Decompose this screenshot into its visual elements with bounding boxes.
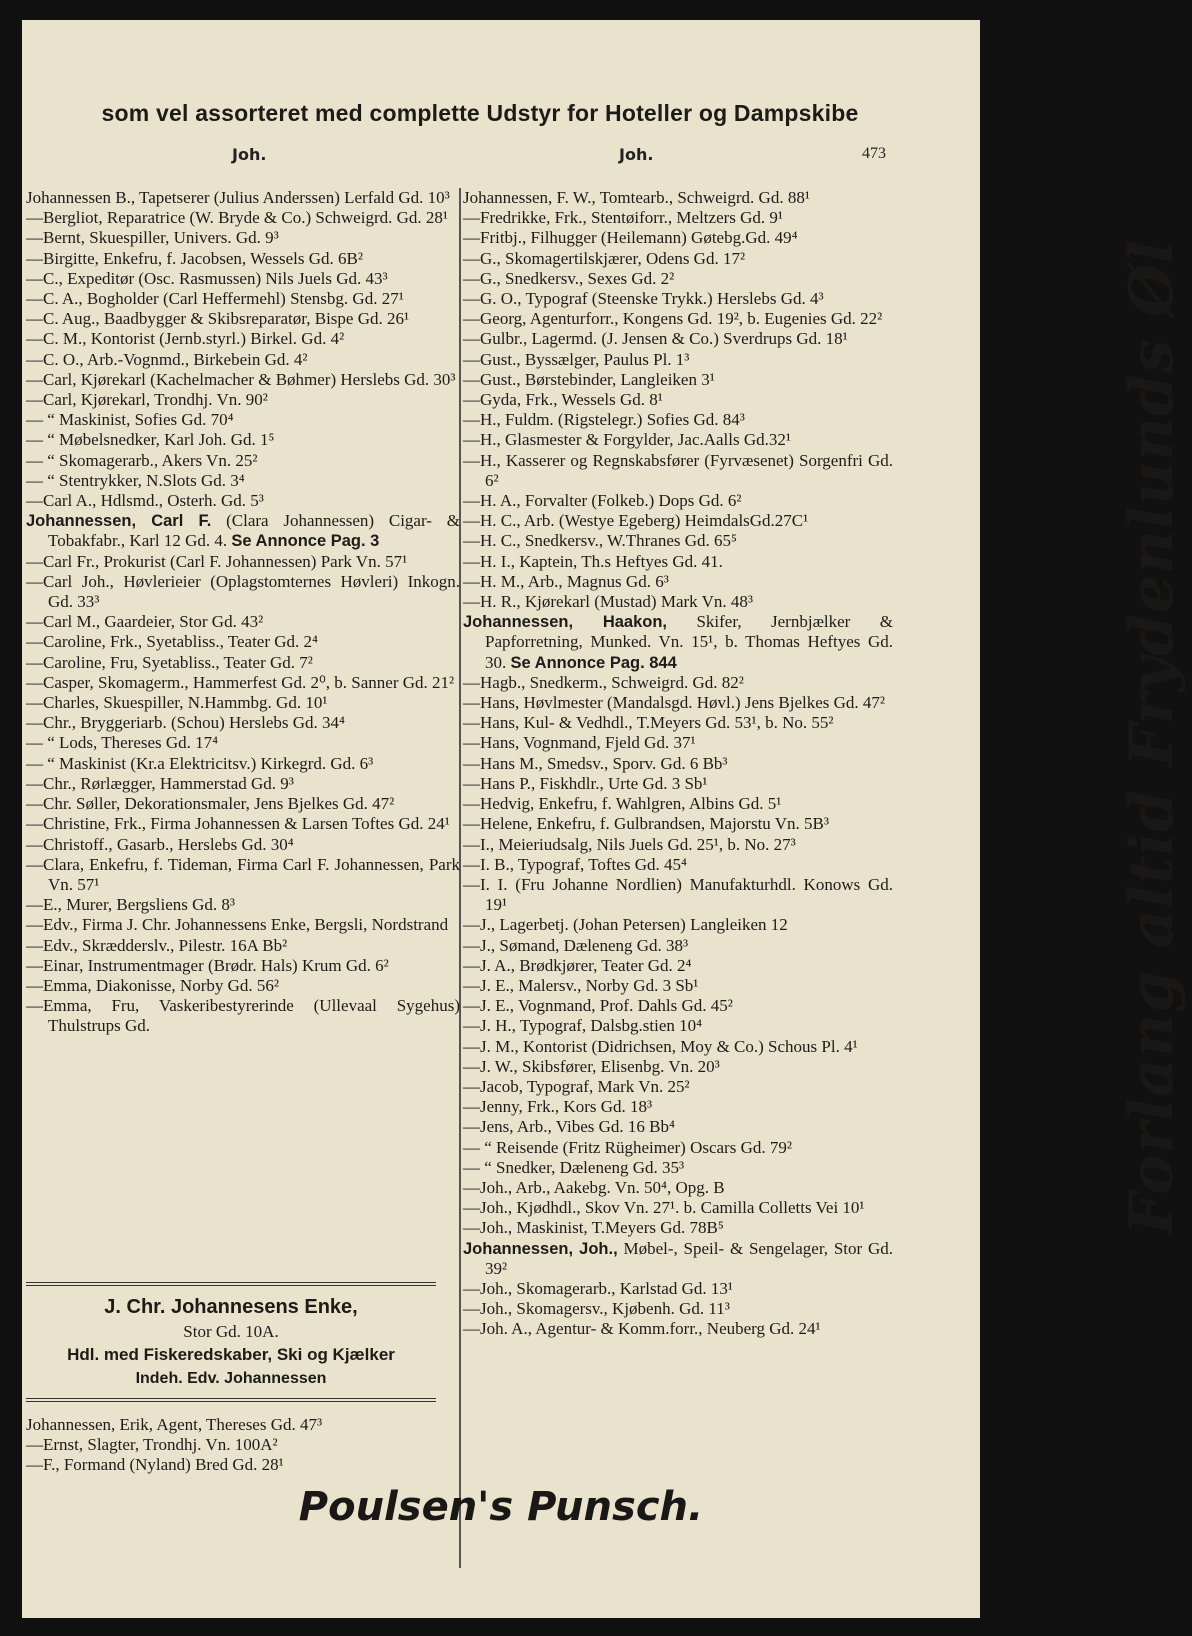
advertisement-box — [26, 1282, 436, 1402]
entry-text: —Charles, Skuespiller, N.Hammbg. Gd. 10¹ — [26, 693, 328, 713]
page-number: 473 — [862, 145, 886, 162]
entry-text: —Joh., Arb., Aakebg. Vn. 50⁴, Opg. B — [463, 1177, 725, 1197]
directory-entry — [26, 1415, 460, 1435]
directory-entry — [463, 1198, 893, 1218]
directory-page — [22, 20, 1187, 1618]
directory-entry — [26, 430, 460, 450]
directory-entry — [463, 774, 893, 794]
entry-text: —Hans, Vognmand, Fjeld Gd. 37¹ — [463, 733, 696, 753]
directory-entry — [463, 814, 893, 834]
directory-entry — [463, 451, 893, 491]
directory-entry — [463, 430, 893, 450]
entry-text: —I. I. (Fru Johanne Nordlien) Manufakturhdl. Konows Gd. 19¹ — [463, 874, 893, 915]
directory-entry — [463, 956, 893, 976]
directory-entry — [463, 249, 893, 269]
directory-entry — [463, 1117, 893, 1137]
directory-entry — [463, 1097, 893, 1117]
directory-entry — [463, 370, 893, 390]
entry-text: —Hans, Høvlmester (Mandalsgd. Høvl.) Jens Bjelkes Gd. 47² — [463, 693, 886, 713]
directory-entry — [26, 653, 460, 673]
entry-text: —Hans, Kul- & Vedhdl., T.Meyers Gd. 53¹, b. No. 55² — [463, 713, 834, 733]
advertisement-owner: Indeh. Edv. Johannessen — [135, 1370, 327, 1387]
directory-entry — [463, 572, 893, 592]
entry-text: —C. M., Kontorist (Jernb.styrl.) Birkel. Gd. 4² — [26, 329, 345, 349]
entry-text: —Joh., Maskinist, T.Meyers Gd. 78B⁵ — [463, 1218, 724, 1238]
entry-text: —Hedvig, Enkefru, f. Wahlgren, Albins Gd. 5¹ — [463, 794, 782, 814]
directory-entry — [463, 552, 893, 572]
directory-entry — [26, 552, 460, 572]
directory-entry — [463, 936, 893, 956]
directory-entry — [26, 835, 460, 855]
directory-entry — [26, 754, 460, 774]
entry-text: —H., Kasserer og Regnskabsfører (Fyrvæsenet) Sorgenfri Gd. 6² — [463, 450, 893, 490]
entry-text: — “ Maskinist, Sofies Gd. 70⁴ — [26, 410, 234, 430]
entry-name-bold: Johannessen, Haakon, — [463, 613, 668, 632]
directory-entry — [463, 390, 893, 410]
entry-name-bold: Johannessen, Joh., — [463, 1239, 618, 1258]
entry-text: —Casper, Skomagerm., Hammerfest Gd. 2⁰, b. Sanner Gd. 21² — [26, 672, 455, 692]
entry-text: —C. A., Bogholder (Carl Heffermehl) Stensbg. Gd. 27¹ — [26, 289, 404, 309]
directory-entry — [463, 1299, 893, 1319]
directory-entry — [463, 1158, 893, 1178]
directory-entry — [463, 491, 893, 511]
directory-entry — [463, 309, 893, 329]
directory-entry — [463, 1279, 893, 1299]
entry-text: —Carl, Kjørekarl (Kachelmacher & Bøhmer) Herslebs Gd. 30³ — [26, 369, 456, 389]
entry-text: Johannessen, Erik, Agent, Thereses Gd. 47³ — [26, 1415, 323, 1434]
left-column-continued — [26, 1415, 460, 1476]
entry-text: — “ Stentrykker, N.Slots Gd. 3⁴ — [26, 470, 245, 490]
entry-text: —Joh., Skomagersv., Kjøbenh. Gd. 11³ — [463, 1299, 730, 1319]
entry-text: —H. I., Kaptein, Th.s Heftyes Gd. 41. — [463, 551, 723, 571]
entry-text: —J. E., Malersv., Norby Gd. 3 Sb¹ — [463, 975, 699, 995]
entry-text: —H. R., Kjørekarl (Mustad) Mark Vn. 48³ — [463, 592, 753, 612]
entry-text: —Bergliot, Reparatrice (W. Bryde & Co.) Schweigrd. Gd. 28¹ — [26, 208, 448, 228]
directory-entry — [463, 289, 893, 309]
entry-text: —Carl Joh., Høvlerieier (Oplagstomternes Høvleri) Inkogn. Gd. 33³ — [26, 571, 460, 612]
advertisement-trade: Hdl. med Fiskeredskaber, Ski og Kjælker — [67, 1345, 395, 1364]
advertisement-title: J. Chr. Johannesens Enke, — [104, 1296, 358, 1318]
entry-text: (Clara Johannessen) Cigar- & Tobakfabr., Karl 12 Gd. 4. — [48, 511, 460, 551]
directory-entry — [463, 511, 893, 531]
entry-text: —Gust., Børstebinder, Langleiken 3¹ — [463, 369, 715, 389]
directory-entry — [463, 1239, 893, 1279]
directory-entry — [463, 976, 893, 996]
directory-entry — [26, 208, 460, 228]
directory-entry — [26, 572, 460, 612]
directory-entry — [463, 754, 893, 774]
directory-entry — [463, 269, 893, 289]
entry-text: —J. M., Kontorist (Didrichsen, Moy & Co.) Schous Pl. 4¹ — [463, 1036, 858, 1056]
directory-entry — [463, 1319, 893, 1339]
directory-entry — [26, 612, 460, 632]
directory-entry — [26, 350, 460, 370]
entry-text: Johannessen B., Tapetserer (Julius Anderssen) Lerfald Gd. 10³ — [26, 188, 450, 207]
entry-text: —Christoff., Gasarb., Herslebs Gd. 30⁴ — [26, 834, 294, 854]
directory-entry — [26, 451, 460, 471]
entry-text: —G., Skomagertilskjærer, Odens Gd. 17² — [463, 248, 746, 268]
entry-text: —Christine, Frk., Firma Johannessen & Larsen Toftes Gd. 24¹ — [26, 814, 450, 834]
entry-text: —J. E., Vognmand, Prof. Dahls Gd. 45² — [463, 996, 733, 1016]
directory-entry — [463, 673, 893, 693]
entry-text: —Hans M., Smedsv., Sporv. Gd. 6 Bb³ — [463, 753, 728, 773]
entry-text: —Gulbr., Lagermd. (J. Jensen & Co.) Sverdrups Gd. 18¹ — [463, 329, 848, 349]
entry-text: —I., Meieriudsalg, Nils Juels Gd. 25¹, b. No. 27³ — [463, 834, 796, 854]
directory-entry — [463, 592, 893, 612]
directory-entry — [26, 329, 460, 349]
directory-entry — [26, 814, 460, 834]
directory-entry — [463, 228, 893, 248]
right-column-header: Joh. — [619, 145, 654, 164]
directory-entry — [26, 491, 460, 511]
directory-entry — [26, 370, 460, 390]
directory-entry — [26, 289, 460, 309]
directory-entry — [463, 1077, 893, 1097]
directory-entry — [26, 733, 460, 753]
directory-entry — [463, 996, 893, 1016]
directory-entry — [463, 350, 893, 370]
directory-entry — [463, 915, 893, 935]
directory-entry — [26, 855, 460, 895]
entry-text: —Helene, Enkefru, f. Gulbrandsen, Majorstu Vn. 5B³ — [463, 814, 829, 834]
side-advertisement: Forlang altid Frydenlunds Øl — [1117, 239, 1187, 1235]
directory-entry — [26, 511, 460, 551]
top-advertisement: som vel assorteret med complette Udstyr for Hoteller og Dampskibe — [101, 100, 859, 126]
directory-entry — [26, 996, 460, 1036]
entry-text: —Carl Fr., Prokurist (Carl F. Johannessen) Park Vn. 57¹ — [26, 551, 408, 571]
entry-text: —C. O., Arb.-Vognmd., Birkebein Gd. 4² — [26, 349, 308, 369]
directory-entry — [463, 1037, 893, 1057]
entry-text: Johannessen, F. W., Tomtearb., Schweigrd. Gd. 88¹ — [463, 188, 810, 207]
entry-text: —Jenny, Frk., Kors Gd. 18³ — [463, 1097, 653, 1117]
entry-text: —Jacob, Typograf, Mark Vn. 25² — [463, 1076, 690, 1096]
directory-entry — [463, 531, 893, 551]
entry-text: —Carl A., Hdlsmd., Osterh. Gd. 5³ — [26, 491, 264, 511]
entry-text: —E., Murer, Bergsliens Gd. 8³ — [26, 895, 236, 915]
directory-entry — [26, 976, 460, 996]
entry-text: —C. Aug., Baadbygger & Skibsreparatør, Bispe Gd. 26¹ — [26, 309, 410, 329]
entry-text: —Caroline, Frk., Syetabliss., Teater Gd. 2⁴ — [26, 632, 318, 652]
entry-text: —Hans P., Fiskhdlr., Urte Gd. 3 Sb¹ — [463, 773, 708, 793]
entry-text: —F., Formand (Nyland) Bred Gd. 28¹ — [26, 1455, 284, 1475]
directory-entry — [463, 1138, 893, 1158]
directory-entry — [463, 329, 893, 349]
entry-text: —H. C., Snedkersv., W.Thranes Gd. 65⁵ — [463, 531, 737, 551]
entry-text: —Gyda, Frk., Wessels Gd. 8¹ — [463, 390, 663, 410]
directory-entry — [463, 693, 893, 713]
entry-text: —Joh. A., Agentur- & Komm.forr., Neuberg Gd. 24¹ — [463, 1319, 821, 1339]
left-column-header: Joh. — [232, 145, 267, 164]
directory-entry — [463, 794, 893, 814]
directory-entry — [463, 1218, 893, 1238]
entry-text: —Fredrikke, Frk., Stentøiforr., Meltzers Gd. 9¹ — [463, 208, 784, 228]
entry-text: — “ Maskinist (Kr.a Elektricitsv.) Kirkegrd. Gd. 6³ — [26, 753, 374, 773]
directory-entry — [26, 956, 460, 976]
directory-entry — [26, 390, 460, 410]
entry-text: —H., Fuldm. (Rigstelegr.) Sofies Gd. 84³ — [463, 410, 745, 430]
directory-entry — [463, 875, 893, 915]
entry-text: Møbel-, Speil- & Sengelager, Stor Gd. 39² — [485, 1238, 893, 1278]
entry-text: —J. H., Typograf, Dalsbg.stien 10⁴ — [463, 1016, 703, 1036]
directory-entry — [26, 632, 460, 652]
entry-text: — “ Reisende (Fritz Rügheimer) Oscars Gd. 79² — [463, 1137, 792, 1157]
directory-entry — [463, 208, 893, 228]
directory-entry — [463, 188, 893, 208]
entry-text: —Clara, Enkefru, f. Tideman, Firma Carl F. Johannessen, Park Vn. 57¹ — [26, 854, 460, 894]
entry-text: —Chr., Bryggeriarb. (Schou) Herslebs Gd. 34⁴ — [26, 713, 345, 733]
entry-text: —J. W., Skibsfører, Elisenbg. Vn. 20³ — [463, 1056, 720, 1076]
entry-text: Skifer, Jernbjælker & Papforretning, Munked. Vn. 15¹, b. Thomas Heftyes Gd. 30. — [485, 612, 894, 672]
entry-name-bold: Johannessen, Carl F. — [26, 512, 212, 531]
entry-text: —Joh., Skomagerarb., Karlstad Gd. 13¹ — [463, 1278, 733, 1298]
entry-text: —Jens, Arb., Vibes Gd. 16 Bb⁴ — [463, 1117, 675, 1137]
entry-text: —Chr., Rørlægger, Hammerstad Gd. 9³ — [26, 773, 294, 793]
directory-entry — [463, 733, 893, 753]
entry-text: —G., Snedkersv., Sexes Gd. 2² — [463, 268, 675, 288]
directory-entry — [26, 228, 460, 248]
entry-text: —Edv., Firma J. Chr. Johannessens Enke, Bergsli, Nordstrand — [26, 915, 449, 935]
entry-text: —Georg, Agenturforr., Kongens Gd. 19², b. Eugenies Gd. 22² — [463, 309, 883, 329]
entry-text: —Bernt, Skuespiller, Univers. Gd. 9³ — [26, 228, 279, 248]
directory-entry — [26, 1435, 460, 1455]
directory-entry — [463, 855, 893, 875]
directory-entry — [26, 1455, 460, 1475]
entry-text: —J., Lagerbetj. (Johan Petersen) Langleiken 12 — [463, 915, 788, 935]
entry-text: —Caroline, Fru, Syetabliss., Teater Gd. 7² — [26, 652, 313, 672]
entry-text: —Einar, Instrumentmager (Brødr. Hals) Krum Gd. 6² — [26, 955, 389, 975]
entry-text: —Carl M., Gaardeier, Stor Gd. 43² — [26, 612, 264, 632]
entry-text: —Chr. Søller, Dekorationsmaler, Jens Bjelkes Gd. 47² — [26, 794, 395, 814]
entry-text: —I. B., Typograf, Toftes Gd. 45⁴ — [463, 854, 687, 874]
directory-entry — [463, 1016, 893, 1036]
entry-text: —Ernst, Slagter, Trondhj. Vn. 100A² — [26, 1435, 278, 1455]
directory-entry — [26, 188, 460, 208]
directory-entry — [26, 269, 460, 289]
entry-text: —Emma, Fru, Vaskeribestyrerinde (Ullevaal Sygehus) Thulstrups Gd. — [26, 996, 460, 1036]
entry-text: — “ Snedker, Dæleneng Gd. 35³ — [463, 1157, 685, 1177]
directory-entry — [26, 471, 460, 491]
directory-entry — [463, 1178, 893, 1198]
directory-entry — [26, 309, 460, 329]
directory-entry — [26, 410, 460, 430]
entry-text: —Hagb., Snedkerm., Schweigrd. Gd. 82² — [463, 672, 744, 692]
directory-entry — [26, 936, 460, 956]
entry-text: —Carl, Kjørekarl, Trondhj. Vn. 90² — [26, 390, 268, 410]
directory-entry — [463, 835, 893, 855]
entry-text: —C., Expeditør (Osc. Rasmussen) Nils Juels Gd. 43³ — [26, 268, 388, 288]
entry-text: —J. A., Brødkjører, Teater Gd. 2⁴ — [463, 955, 692, 975]
directory-entry — [26, 774, 460, 794]
entry-text: —Gust., Byssælger, Paulus Pl. 1³ — [463, 349, 690, 369]
directory-entry — [463, 713, 893, 733]
entry-annonce-reference: Se Annonce Pag. 3 — [231, 532, 380, 551]
bottom-advertisement: Poulsen's Punsch. — [298, 1484, 704, 1530]
entry-text: —Emma, Diakonisse, Norby Gd. 56² — [26, 975, 279, 995]
entry-text: —Joh., Kjødhdl., Skov Vn. 27¹. b. Camilla Colletts Vei 10¹ — [463, 1198, 865, 1218]
directory-entry — [26, 895, 460, 915]
directory-entry — [26, 915, 460, 935]
entry-text: —J., Sømand, Dæleneng Gd. 38³ — [463, 935, 689, 955]
entry-text: —Birgitte, Enkefru, f. Jacobsen, Wessels Gd. 6B² — [26, 248, 363, 268]
right-column — [463, 188, 893, 1340]
directory-entry — [26, 693, 460, 713]
directory-entry — [26, 713, 460, 733]
directory-entry — [463, 1057, 893, 1077]
entry-text: —Fritbj., Filhugger (Heilemann) Gøtebg.Gd. 49⁴ — [463, 228, 798, 248]
directory-entry — [26, 249, 460, 269]
directory-entry — [26, 673, 460, 693]
entry-annonce-reference: Se Annonce Pag. 844 — [510, 653, 677, 672]
entry-text: —H. M., Arb., Magnus Gd. 6³ — [463, 571, 669, 591]
directory-entry — [463, 612, 893, 673]
directory-entry — [26, 794, 460, 814]
entry-text: — “ Skomagerarb., Akers Vn. 25² — [26, 450, 258, 470]
entry-text: —H. C., Arb. (Westye Egeberg) HeimdalsGd.27C¹ — [463, 511, 809, 531]
entry-text: —H. A., Forvalter (Folkeb.) Dops Gd. 6² — [463, 491, 742, 511]
directory-entry — [463, 410, 893, 430]
entry-text: —H., Glasmester & Forgylder, Jac.Aalls Gd.32¹ — [463, 430, 791, 450]
entry-text: —Edv., Skrædderslv., Pilestr. 16A Bb² — [26, 935, 288, 955]
entry-text: — “ Lods, Thereses Gd. 17⁴ — [26, 733, 219, 753]
entry-text: — “ Møbelsnedker, Karl Joh. Gd. 1⁵ — [26, 430, 275, 450]
entry-text: —G. O., Typograf (Steenske Trykk.) Herslebs Gd. 4³ — [463, 289, 824, 309]
advertisement-address: Stor Gd. 10A. — [183, 1322, 279, 1341]
left-column — [26, 188, 460, 1037]
